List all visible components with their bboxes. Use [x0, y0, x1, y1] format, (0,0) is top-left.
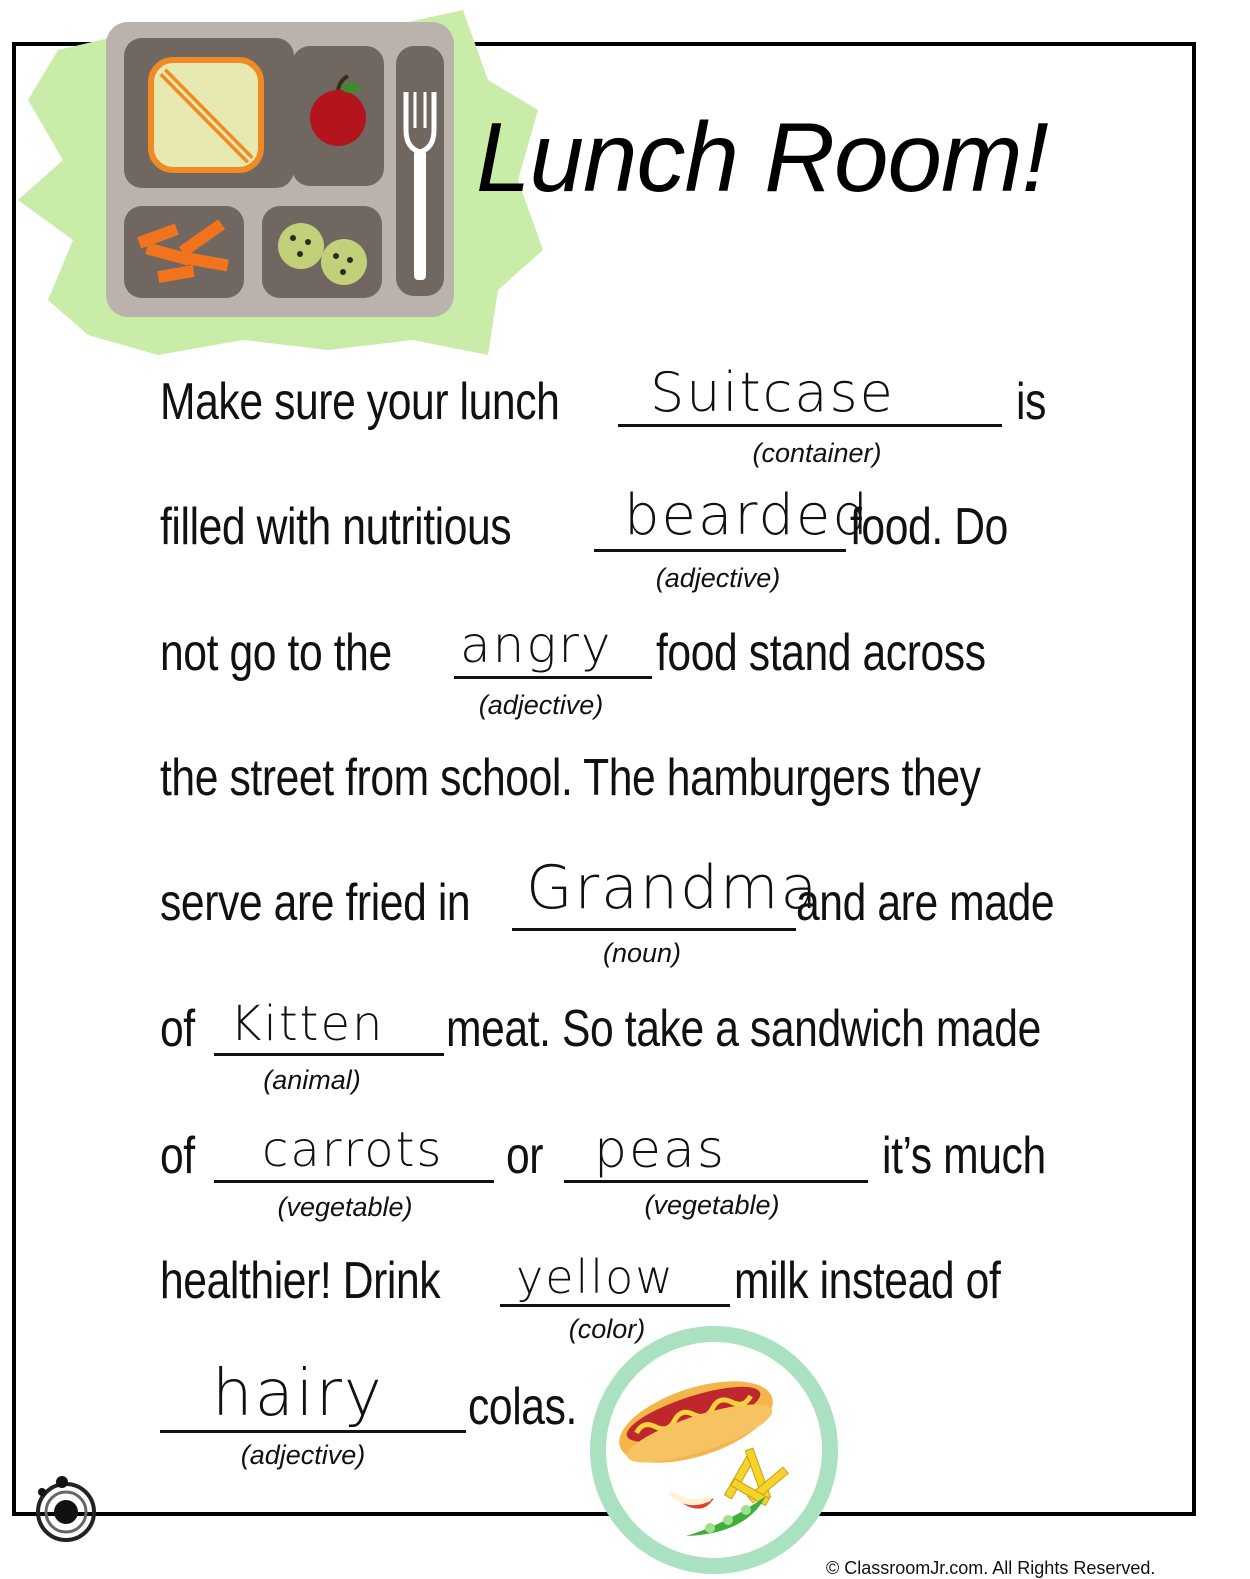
- blank-line: [564, 1180, 868, 1183]
- handwritten-answer: Suitcase: [650, 361, 895, 424]
- handwritten-answer: carrots: [262, 1122, 444, 1178]
- blank-hint: (vegetable): [644, 1190, 780, 1220]
- story-text: milk instead of: [734, 1252, 1001, 1310]
- blank-hint: (adjective): [478, 690, 604, 720]
- blank-line: [500, 1304, 730, 1307]
- story-text: of: [160, 1000, 195, 1058]
- story-text: not go to the: [160, 624, 392, 682]
- blank-hint: (adjective): [655, 563, 781, 593]
- hotdog-plate-illustration: [586, 1322, 842, 1578]
- handwritten-answer: angry: [460, 616, 613, 674]
- blank-hint: (vegetable): [277, 1192, 413, 1222]
- story-text: serve are fried in: [160, 874, 471, 932]
- story-text: or: [506, 1127, 544, 1185]
- story-text: colas.: [468, 1378, 577, 1436]
- handwritten-answer: bearded: [624, 483, 870, 548]
- blank-hint: (color): [568, 1314, 646, 1344]
- blank-hint: (noun): [602, 938, 682, 968]
- blank-hint: (animal): [263, 1065, 361, 1095]
- blank-line: [214, 1180, 494, 1183]
- blank-line: [594, 549, 846, 552]
- handwritten-answer: Kitten: [230, 996, 385, 1052]
- story-text: it’s much: [882, 1127, 1046, 1185]
- handwritten-answer: peas: [594, 1120, 726, 1180]
- story-text: food. Do: [850, 498, 1008, 556]
- story-text: of: [160, 1127, 195, 1185]
- classroomjr-logo-icon: [30, 1474, 100, 1544]
- blank-line: [512, 928, 796, 931]
- blank-line: [454, 676, 652, 679]
- story-text: Make sure your lunch: [160, 373, 560, 431]
- page-title: Lunch Room!: [476, 102, 1048, 212]
- blank-line: [214, 1053, 444, 1056]
- story-text: food stand across: [656, 624, 986, 682]
- copyright-notice: © ClassroomJr.com. All Rights Reserved.: [826, 1558, 1156, 1578]
- blank-hint: (adjective): [240, 1440, 366, 1470]
- handwritten-answer: yellow: [516, 1250, 675, 1304]
- story-text: filled with nutritious: [160, 498, 512, 556]
- story-text: the street from school. The hamburgers they: [160, 749, 981, 807]
- blank-hint: (container): [752, 438, 882, 468]
- handwritten-answer: Grandma: [526, 853, 820, 923]
- story-text: meat. So take a sandwich made: [446, 1000, 1041, 1058]
- handwritten-answer: hairy: [212, 1357, 384, 1431]
- story-text: is: [1016, 373, 1046, 431]
- blank-line: [618, 424, 1002, 427]
- story-text: healthier! Drink: [160, 1252, 441, 1310]
- story-text: and are made: [796, 874, 1055, 932]
